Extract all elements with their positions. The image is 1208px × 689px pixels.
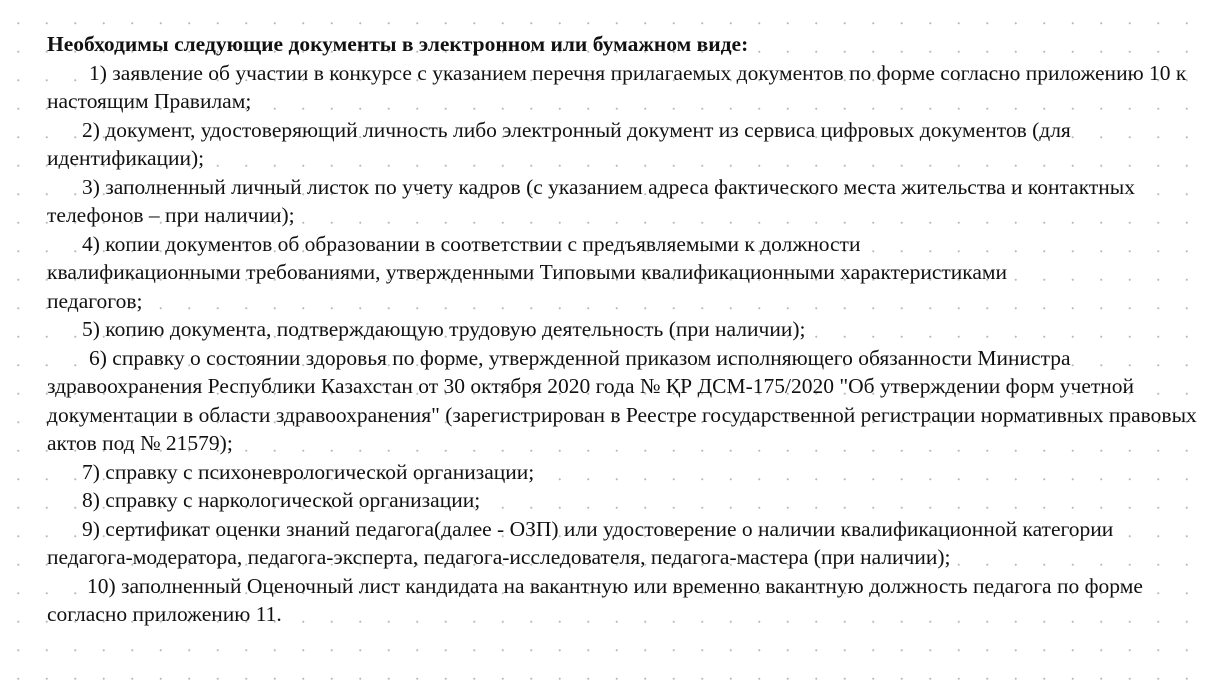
list-item-4: 4) копии документов об образовании в соответствии с предъявляемыми к должности квалификационными требованиями, утвержденными Типовыми квалификационными характеристиками педагогов; bbox=[47, 231, 1008, 313]
list-item-2: 2) документ, удостоверяющий личность либо электронный документ из сервиса цифровых документов (для идентификации); bbox=[47, 117, 1071, 170]
document-body bbox=[47, 30, 1197, 629]
list-item-7: 7) справку с психоневрологической организации; bbox=[82, 459, 535, 484]
list-item-1: 1) заявление об участии в конкурсе с указанием перечня прилагаемых документов по форме согласно приложению 10 к настоящим Правилам; bbox=[47, 60, 1187, 113]
list-item-8: 8) справку с наркологической организации; bbox=[82, 488, 481, 512]
list-item-3: 3) заполненный личный листок по учету кадров (с указанием адреса фактического места жительства и контактных телефонов – при наличии); bbox=[47, 174, 1135, 227]
list-item-6: 6) справку о состоянии здоровья по форме, утвержденной приказом исполняющего обязанности Министра здравоохранения Республики Казахстан от 30 октября 2020 года № ҚР ДСМ-175/2020 "Об утверждении форм учетной документации в области здравоохранения" (зарегистрирован в Реестре государственной регистрации нормативных правовых актов под № 21579); bbox=[47, 345, 1197, 455]
list-item-9: 9) сертификат оценки знаний педагога(далее - ОЗП) или удостоверение о наличии квалификационной категории педагога-модератора, педагога-эксперта, педагога-исследователя, педагога-мастера (при наличии); bbox=[47, 516, 1114, 569]
document-heading: Необходимы следующие документы в электронном или бумажном виде: bbox=[47, 32, 749, 56]
list-item-5: 5) копию документа, подтверждающую трудовую деятельность (при наличии); bbox=[82, 317, 806, 341]
list-item-10: 10) заполненный Оценочный лист кандидата на вакантную или временно вакантную должность педагога по форме согласно приложению 11. bbox=[47, 573, 1143, 626]
